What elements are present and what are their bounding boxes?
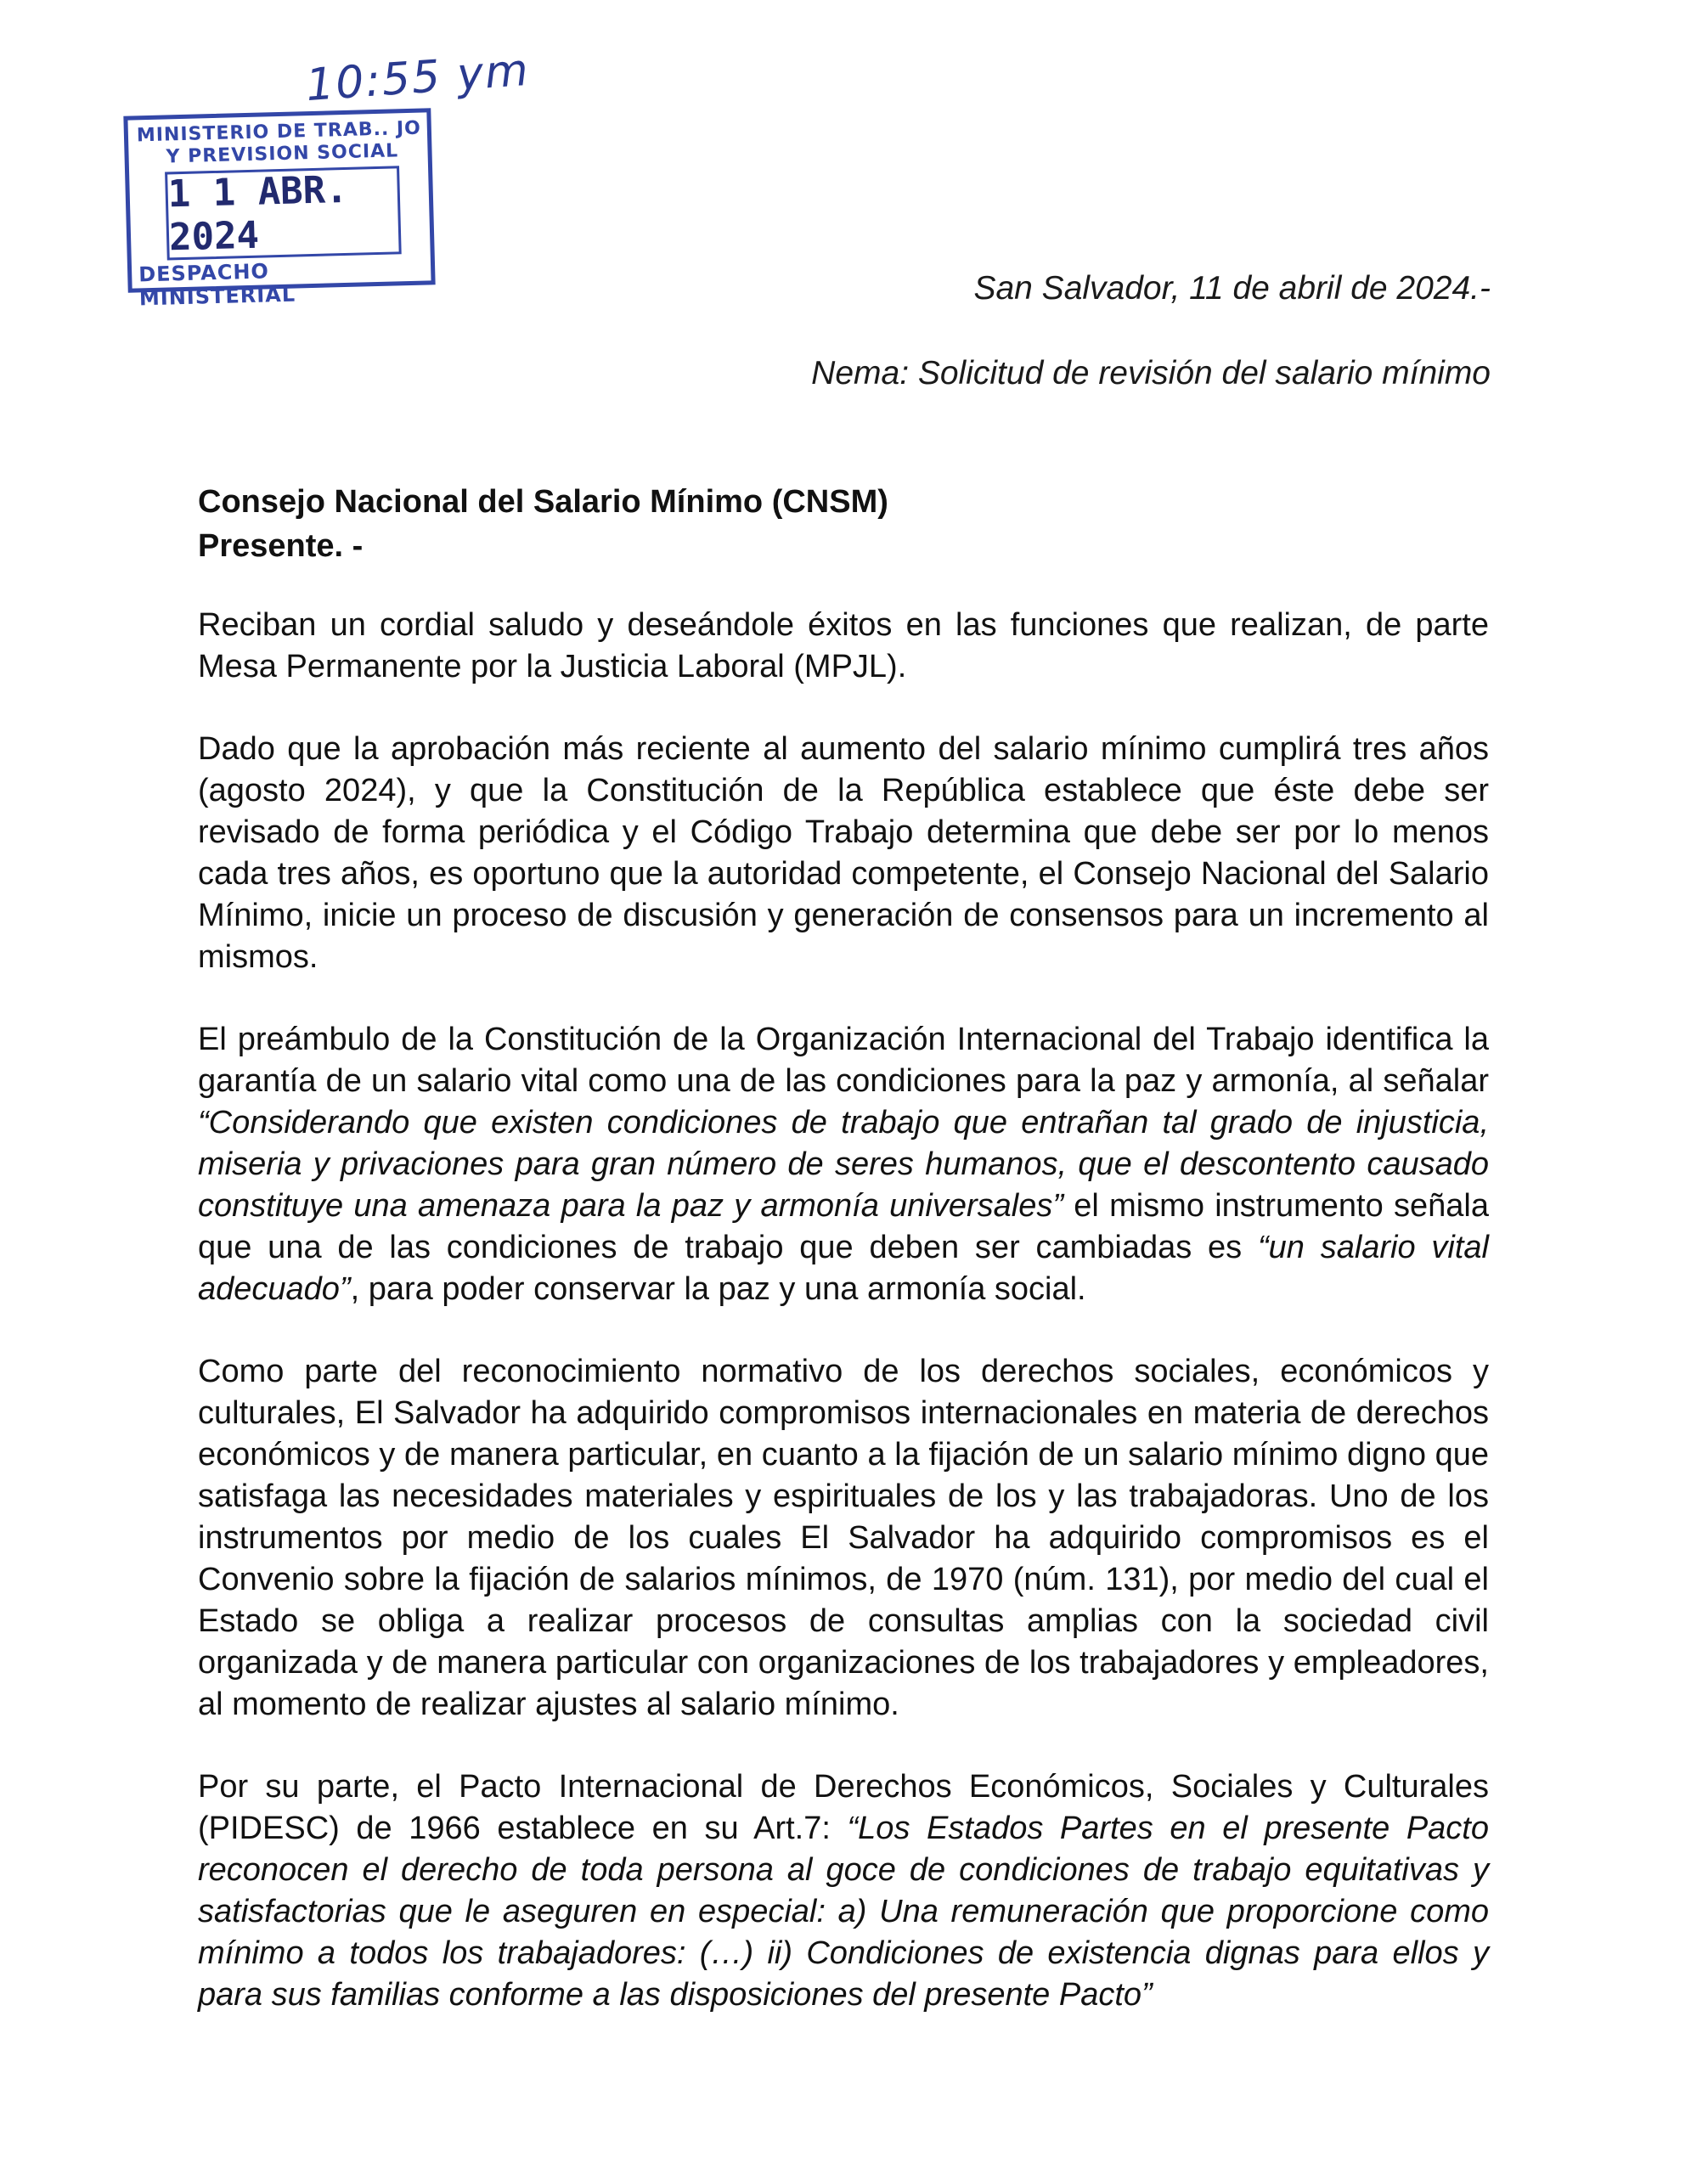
oit-quote-1: “Considerando que existen condiciones de trabajo que entrañan tal grado de injusticia, miseria y privaciones para gran número de seres humanos, que el descontento causado constituye una amenaza para la paz y armonía universales”	[198, 1105, 1489, 1224]
stamp-department-line: Y PREVISION SOCIAL	[166, 140, 399, 168]
recipient-block	[198, 480, 1489, 568]
paragraph-oit-preamble	[198, 1019, 1489, 1310]
handwritten-time: 10:55 ym	[304, 44, 532, 112]
paragraph-pidesc	[198, 1766, 1489, 2016]
recipient-name: Consejo Nacional del Salario Mínimo (CNSM)	[198, 484, 888, 520]
recipient-salutation: Presente. -	[198, 528, 364, 564]
paragraph-oit-text-a: El preámbulo de la Constitución de la Organización Internacional del Trabajo identifica la garantía de un salario vital como una de las condiciones para la paz y armonía, al señalar	[198, 1022, 1489, 1099]
oit-quote-2: “un salario vital adecuado”	[198, 1230, 1489, 1307]
paragraph-oit-text-b: el mismo instrumento señala que una de las condiciones de trabajo que deben ser cambiadas es	[198, 1188, 1489, 1265]
paragraph-pidesc-text: Por su parte, el Pacto Internacional de Derechos Económicos, Sociales y Culturales (PIDESC) de 1966 establece en su Art.7:	[198, 1769, 1489, 1846]
paragraph-commitments: Como parte del reconocimiento normativo de los derechos sociales, económicos y culturales, El Salvador ha adquirido compromisos internacionales en materia de derechos económicos y de manera particular, en cuanto a la fijación de un salario mínimo digno que satisfaga las necesidades materiales y espirituales de los y las trabajadoras. Uno de los instrumentos por medio de los cuales El Salvador ha adquirido compromisos es el Convenio sobre la fijación de salarios mínimos, de 1970 (núm. 131), por medio del cual el Estado se obliga a realizar procesos de consultas amplias con la sociedad civil organizada y de manera particular con organizaciones de los trabajadores y empleadores, al momento de realizar ajustes al salario mínimo.	[198, 1354, 1489, 1722]
stamp-date-box	[165, 166, 402, 260]
paragraph-request: Dado que la aprobación más reciente al aumento del salario mínimo cumplirá tres años (agosto 2024), y que la Constitución de la República establece que éste debe ser revisado de forma periódica y el Código Trabajo determina que debe ser por lo menos cada tres años, es oportuno que la autoridad competente, el Consejo Nacional del Salario Mínimo, inicie un proceso de discusión y generación de consensos para un incremento al mismos.	[198, 731, 1489, 975]
stamp-ministry-line: MINISTERIO DE TRAB.. JO	[136, 117, 422, 147]
letter-body	[198, 605, 1489, 2057]
stamp-date: 1 1 ABR. 2024	[167, 167, 349, 260]
paragraph-oit-text-c: , para poder conservar la paz y una armonía social.	[350, 1271, 1086, 1307]
place-and-date: San Salvador, 11 de abril de 2024.-	[973, 270, 1491, 307]
letter-subject: Nema: Solicitud de revisión del salario mínimo	[811, 355, 1491, 391]
ministry-stamp	[123, 108, 435, 311]
pidesc-quote: “Los Estados Partes en el presente Pacto reconocen el derecho de toda persona al goce de condiciones de trabajo equitativas y satisfactorias que le aseguren en especial: a) Una remuneración que proporcione como mínimo a todos los trabajadores: (…) ii) Condiciones de existencia dignas para ellos y para sus familias conforme a las disposiciones del presente Pacto”	[198, 1811, 1490, 2013]
paragraph-greeting: Reciban un cordial saludo y deseándole éxitos en las funciones que realizan, de parte Mesa Permanente por la Justicia Laboral (MPJL).	[198, 607, 1489, 684]
stamp-office-line: DESPACHO MINISTERIAL	[138, 259, 296, 311]
